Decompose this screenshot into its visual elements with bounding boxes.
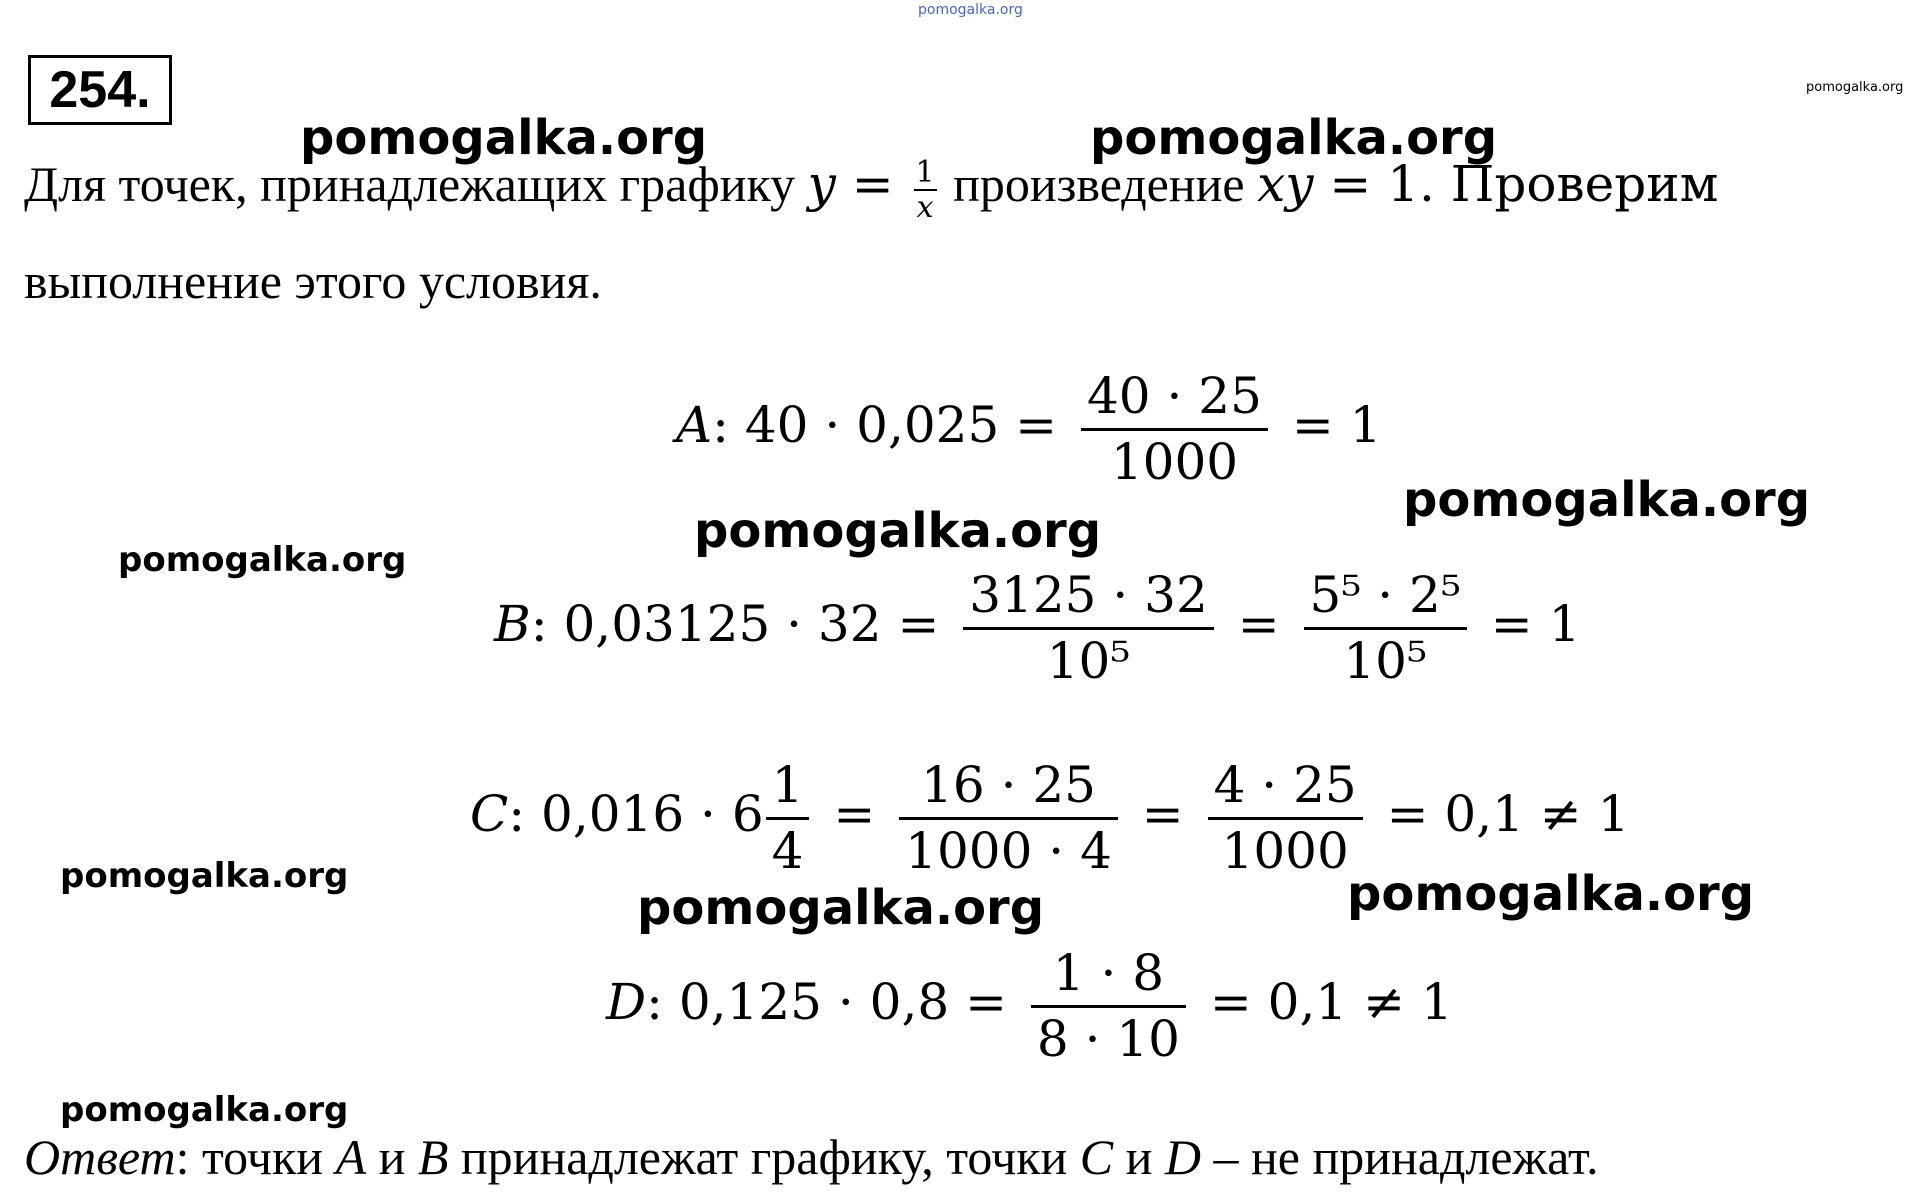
eq-c-den-2: 1000 — [1221, 821, 1349, 880]
equation-b — [494, 564, 1580, 692]
answer-text-3: принадлежат графику, точки — [448, 1129, 1080, 1185]
eq-b-equals: = — [1221, 595, 1296, 653]
eq-a-fraction — [1081, 365, 1268, 493]
point-b-label: B — [494, 595, 531, 653]
intro-line-1 — [24, 155, 1719, 224]
watermark-5: pomogalka.org — [118, 540, 407, 580]
watermark-1: pomogalka.org — [300, 110, 708, 166]
answer-text-4: и — [1113, 1129, 1165, 1185]
point-c-label: C — [470, 785, 509, 843]
eq-b-rhs: = 1 — [1474, 595, 1581, 653]
eq-b-fraction-2 — [1304, 564, 1467, 692]
watermark-3: pomogalka.org — [1403, 472, 1811, 528]
answer-point-a: A — [335, 1129, 367, 1185]
answer-text-1: : точки — [175, 1129, 336, 1185]
eq-d-rhs: = 0,1 ≠ 1 — [1193, 973, 1453, 1031]
eq-b-den-2: 10⁵ — [1343, 631, 1428, 690]
eq-c-num-2: 4 · 25 — [1208, 754, 1363, 820]
point-d-label: D — [606, 973, 647, 1031]
answer-text-2: и — [366, 1129, 418, 1185]
answer-line — [24, 1128, 1599, 1186]
answer-point-b: B — [417, 1129, 449, 1185]
eq-a-rhs: = 1 — [1275, 396, 1382, 454]
watermark-corner: pomogalka.org — [1806, 80, 1904, 95]
eq-b-num-2: 5⁵ · 2⁵ — [1304, 564, 1467, 630]
eq-c-fraction-1 — [899, 754, 1118, 882]
watermark-top: pomogalka.org — [918, 2, 1023, 18]
eq-c-mixed-den: 4 — [771, 821, 804, 880]
eq-b-lhs: : 0,03125 · 32 = — [530, 595, 956, 653]
intro-frac-den: x — [916, 189, 934, 225]
intro-text-2: произведение — [940, 156, 1258, 212]
eq-c-equals-2: = — [1125, 785, 1200, 843]
eq-c-lhs: : 0,016 · 6 — [508, 785, 764, 843]
watermark-2: pomogalka.org — [1090, 110, 1498, 166]
eq-d-fraction — [1031, 942, 1186, 1070]
eq-b-den-1: 10⁵ — [1046, 631, 1131, 690]
eq-c-mixed-fraction — [766, 754, 810, 882]
eq-d-lhs: : 0,125 · 0,8 = — [646, 973, 1023, 1031]
answer-label: Ответ — [24, 1129, 176, 1185]
watermark-9: pomogalka.org — [60, 1090, 349, 1130]
eq-c-rhs: = 0,1 ≠ 1 — [1370, 785, 1630, 843]
answer-point-d: D — [1164, 1129, 1202, 1185]
intro-frac-num: 1 — [915, 154, 935, 190]
eq-a-num: 40 · 25 — [1081, 365, 1268, 431]
eq-c-num-1: 16 · 25 — [899, 754, 1118, 820]
point-a-label: A — [676, 396, 713, 454]
eq-b-num-1: 3125 · 32 — [963, 564, 1214, 630]
equation-d — [606, 942, 1453, 1070]
watermark-6: pomogalka.org — [60, 856, 349, 896]
eq-c-mixed-num: 1 — [766, 754, 810, 820]
eq-b-fraction-1 — [963, 564, 1214, 692]
intro-line-2: выполнение этого условия. — [24, 253, 602, 309]
eq-c-equals-1: = — [817, 785, 892, 843]
answer-point-c: C — [1079, 1129, 1114, 1185]
equation-a — [676, 365, 1381, 493]
intro-fraction — [914, 156, 937, 224]
eq-a-den: 1000 — [1110, 432, 1239, 491]
eq-a-lhs: : 40 · 0,025 = — [712, 396, 1073, 454]
answer-text-5: – не принадлежат. — [1201, 1129, 1599, 1185]
eq-d-den: 8 · 10 — [1036, 1009, 1180, 1068]
watermark-4: pomogalka.org — [694, 503, 1102, 559]
intro-eq: = — [835, 155, 910, 213]
problem-number: 254. — [28, 55, 172, 125]
equation-c — [470, 754, 1629, 882]
var-xy: xy — [1257, 155, 1314, 213]
intro-text-1: Для точек, принадлежащих графику — [24, 156, 808, 212]
eq-c-fraction-2 — [1208, 754, 1363, 882]
intro-text-3: = 1. Проверим — [1313, 155, 1719, 213]
eq-d-num: 1 · 8 — [1031, 942, 1186, 1008]
watermark-8: pomogalka.org — [637, 880, 1045, 936]
watermark-7: pomogalka.org — [1347, 866, 1755, 922]
eq-c-den-1: 1000 · 4 — [905, 821, 1112, 880]
var-y: y — [807, 155, 836, 213]
